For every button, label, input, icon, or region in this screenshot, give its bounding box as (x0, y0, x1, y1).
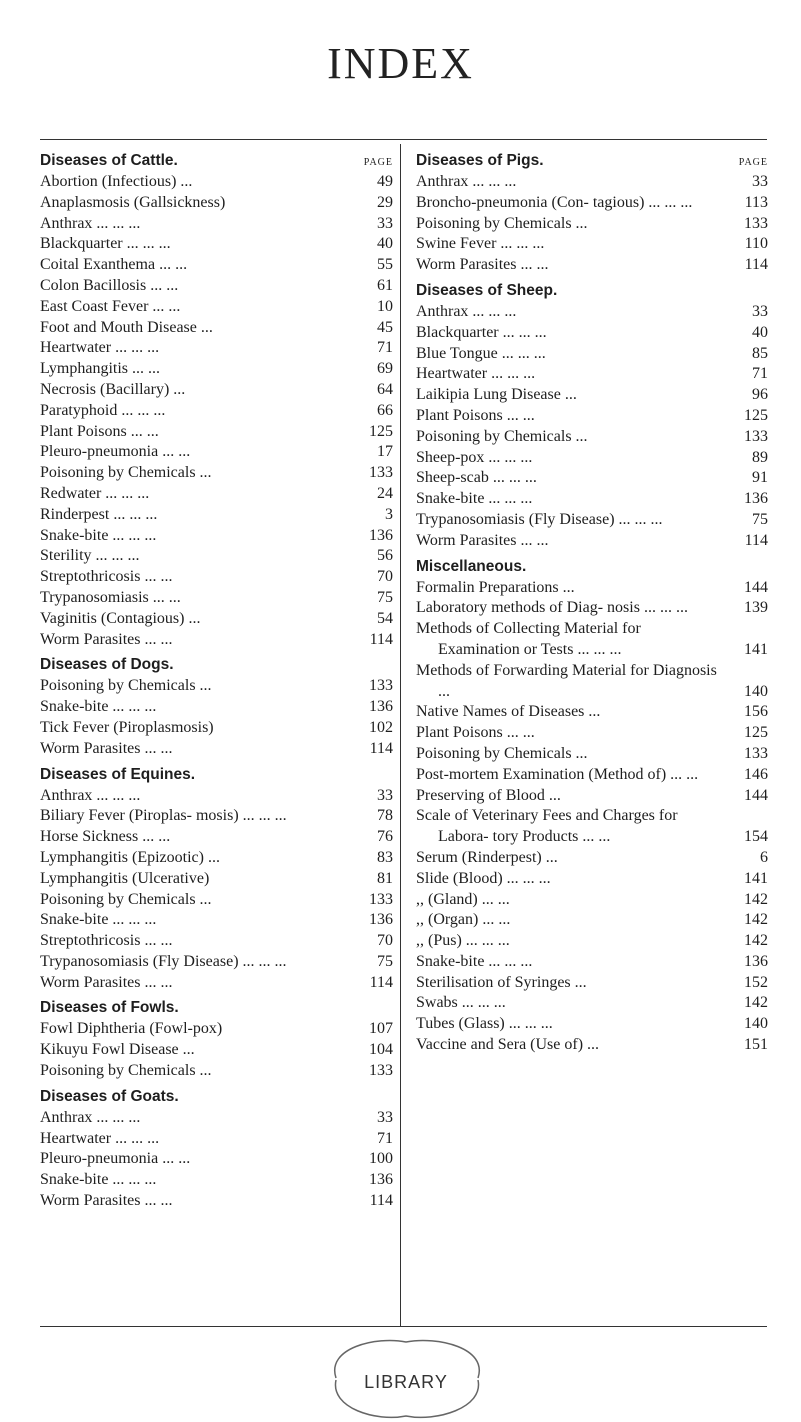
entry-page-number: 45 (377, 318, 393, 336)
index-entry (416, 661, 768, 703)
entry-title: Pleuro-pneumonia ... ... (40, 1150, 191, 1168)
entry-page-number: 56 (377, 547, 393, 565)
index-entry (40, 1191, 393, 1212)
entry-page-number: 141 (744, 869, 768, 887)
entry-title: Biliary Fever (Piroplas- mosis) ... ... ... (40, 807, 287, 825)
entry-page-number: 89 (752, 448, 768, 466)
entry-page-number: 54 (377, 609, 393, 627)
entry-page-number: 133 (369, 890, 393, 908)
index-entry (40, 234, 393, 255)
entry-title: Paratyphoid ... ... ... (40, 401, 166, 419)
entry-page-number: 140 (744, 682, 768, 700)
top-rule (40, 139, 767, 140)
entry-title: Heartwater ... ... ... (40, 339, 160, 357)
section-heading (416, 280, 768, 302)
entry-title: Necrosis (Bacillary) ... (40, 380, 186, 398)
entry-page-number: 136 (369, 698, 393, 716)
entry-title: Lymphangitis (Epizootic) ... (40, 848, 220, 866)
index-entry (416, 1035, 768, 1056)
index-entry (40, 318, 393, 339)
entry-page-number: 114 (369, 739, 393, 757)
entry-title: Sterilisation of Syringes ... (416, 973, 587, 991)
page-column-label: PAGE (363, 157, 393, 168)
entry-page-number: 125 (744, 724, 768, 742)
index-entry (416, 1014, 768, 1035)
entry-title: Worm Parasites ... ... (40, 739, 173, 757)
entry-page-number: 142 (744, 994, 768, 1012)
index-entry (40, 869, 393, 890)
section-heading-text: Diseases of Cattle. (40, 152, 178, 169)
bottom-rule (40, 1326, 767, 1327)
index-entry (40, 1019, 393, 1040)
section-heading-text: Diseases of Fowls. (40, 999, 179, 1017)
entry-title: Native Names of Diseases ... (416, 703, 601, 721)
entry-page-number: 151 (744, 1036, 768, 1054)
entry-title: East Coast Fever ... ... (40, 297, 181, 315)
entry-title: Redwater ... ... ... (40, 484, 150, 502)
index-entry (416, 193, 768, 214)
entry-page-number: 133 (744, 427, 768, 445)
entry-page-number: 71 (377, 1129, 393, 1147)
entry-page-number: 78 (377, 807, 393, 825)
index-entry (416, 598, 768, 619)
entry-title: Pleuro-pneumonia ... ... (40, 443, 191, 461)
entry-page-number: 152 (744, 973, 768, 991)
entry-page-number: 61 (377, 276, 393, 294)
entry-title: Anthrax ... ... ... (416, 173, 517, 190)
entry-page-number: 136 (744, 490, 768, 508)
entry-title: Snake-bite ... ... ... (40, 911, 157, 929)
index-entry (40, 255, 393, 276)
entry-title: Lymphangitis ... ... (40, 360, 160, 378)
entry-title: Fowl Diphtheria (Fowl-pox) (40, 1020, 223, 1038)
entry-page-number: 136 (369, 911, 393, 929)
index-entry (416, 448, 768, 469)
entry-page-number: 141 (744, 640, 768, 658)
section-heading-text: Diseases of Equines. (40, 765, 196, 783)
index-entry (40, 422, 393, 443)
entry-title: Vaginitis (Contagious) ... (40, 609, 201, 627)
entry-title: Broncho-pneumonia (Con- tagious) ... ... ... (416, 193, 693, 211)
entry-page-number: 107 (369, 1020, 393, 1038)
entry-title: Poisoning by Chemicals ... (40, 464, 212, 482)
index-entry (416, 578, 768, 599)
section-heading (40, 1086, 393, 1108)
entry-title: Lymphangitis (Ulcerative) (40, 869, 210, 887)
entry-title: Snake-bite ... ... ... (40, 1171, 157, 1189)
entry-page-number: 70 (377, 568, 393, 586)
entry-page-number: 33 (752, 302, 768, 320)
entry-title: Tick Fever (Piroplasmosis) (40, 718, 214, 736)
index-entry (416, 234, 768, 255)
entry-page-number: 144 (744, 578, 768, 596)
index-entry (416, 364, 768, 385)
index-entry (40, 931, 393, 952)
section-heading (40, 764, 393, 786)
entry-title: ,, (Gland) ... ... (416, 890, 510, 908)
entry-title: Poisoning by Chemicals ... (416, 214, 588, 232)
entry-page-number: 136 (744, 952, 768, 970)
entry-page-number: 133 (744, 214, 768, 232)
index-entry (40, 1108, 393, 1129)
entry-title: Abortion (Infectious) ... (40, 173, 193, 190)
entry-page-number: 96 (752, 386, 768, 404)
index-entry (416, 406, 768, 427)
index-entry (40, 786, 393, 807)
entry-page-number: 125 (744, 406, 768, 424)
index-entry (40, 546, 393, 567)
index-entry (416, 910, 768, 931)
index-entry (40, 697, 393, 718)
entry-title: Foot and Mouth Disease ... (40, 318, 213, 336)
index-entry (40, 630, 393, 651)
entry-title: Poisoning by Chemicals ... (416, 744, 588, 762)
index-entry (40, 567, 393, 588)
entry-page-number: 6 (760, 848, 768, 866)
entry-page-number: 142 (744, 932, 768, 950)
entry-page-number: 3 (385, 505, 393, 523)
section-heading-text: Diseases of Goats. (40, 1087, 179, 1105)
index-entry (40, 718, 393, 739)
entry-page-number: 114 (369, 630, 393, 648)
entry-page-number: 75 (377, 588, 393, 606)
section-heading-text: Diseases of Sheep. (416, 281, 558, 299)
index-entry (40, 1149, 393, 1170)
index-entry (416, 723, 768, 744)
index-entry (40, 193, 393, 214)
entry-title: Worm Parasites ... ... (40, 1192, 173, 1210)
section-heading-text: Miscellaneous. (416, 557, 527, 575)
entry-title: Serum (Rinderpest) ... (416, 848, 558, 866)
index-entry (40, 442, 393, 463)
entry-title: Trypanosomiasis ... ... (40, 588, 181, 606)
entry-title: Worm Parasites ... ... (40, 630, 173, 648)
index-column-left (40, 146, 393, 1212)
index-entry (40, 609, 393, 630)
entry-title: Coital Exanthema ... ... (40, 256, 188, 274)
entry-page-number: 33 (377, 214, 393, 232)
section-heading (40, 997, 393, 1019)
entry-page-number: 17 (377, 443, 393, 461)
entry-page-number: 114 (744, 531, 768, 549)
entry-page-number: 49 (377, 173, 393, 190)
index-entry (416, 619, 768, 661)
section-heading (416, 556, 768, 578)
entry-title: Snake-bite ... ... ... (40, 698, 157, 716)
index-entry (40, 827, 393, 848)
entry-page-number: 142 (744, 890, 768, 908)
entry-title: Snake-bite ... ... ... (40, 526, 157, 544)
entry-title: Post-mortem Examination (Method of) ... ... (416, 765, 699, 783)
index-entry (40, 1040, 393, 1061)
entry-title: Snake-bite ... ... ... (416, 952, 533, 970)
entry-title: Kikuyu Fowl Disease ... (40, 1041, 195, 1059)
index-entry (416, 973, 768, 994)
stamp-label: LIBRARY (364, 1372, 448, 1392)
entry-title: Swabs ... ... ... (416, 994, 506, 1012)
entry-page-number: 71 (377, 339, 393, 357)
entry-page-number: 40 (377, 235, 393, 253)
entry-title: Plant Poisons ... ... (416, 406, 535, 424)
entry-page-number: 139 (744, 599, 768, 617)
section-heading (40, 654, 393, 676)
entry-title: Methods of Collecting Material for Examination or Tests ... ... ... (416, 620, 641, 658)
entry-title: Anthrax ... ... ... (40, 786, 141, 804)
index-entry (40, 463, 393, 484)
entry-page-number: 40 (752, 323, 768, 341)
entry-page-number: 142 (744, 911, 768, 929)
index-entry (40, 401, 393, 422)
page-title: INDEX (327, 39, 474, 88)
entry-title: Slide (Blood) ... ... ... (416, 869, 551, 887)
entry-title: Worm Parasites ... ... (40, 973, 173, 991)
library-stamp-icon (316, 1338, 496, 1420)
entry-title: Blue Tongue ... ... ... (416, 344, 546, 362)
entry-page-number: 156 (744, 703, 768, 721)
entry-title: Anthrax ... ... ... (416, 302, 517, 320)
column-divider (400, 144, 401, 1327)
entry-title: Swine Fever ... ... ... (416, 235, 545, 253)
index-entry (416, 510, 768, 531)
index-entry (40, 676, 393, 697)
index-entry (416, 806, 768, 848)
index-entry (416, 255, 768, 276)
index-entry (40, 952, 393, 973)
entry-title: Blackquarter ... ... ... (416, 323, 547, 341)
entry-title: Anaplasmosis (Gallsickness) (40, 193, 226, 211)
entry-page-number: 85 (752, 344, 768, 362)
index-entry (40, 890, 393, 911)
entry-title: Sheep-pox ... ... ... (416, 448, 533, 466)
index-column-right (416, 146, 768, 1056)
section-heading-text: Diseases of Dogs. (40, 656, 174, 674)
entry-title: Preserving of Blood ... (416, 786, 561, 804)
entry-title: ,, (Organ) ... ... (416, 911, 511, 929)
entry-page-number: 33 (377, 1108, 393, 1126)
index-entry (416, 172, 768, 193)
index-entry (416, 993, 768, 1014)
entry-title: Vaccine and Sera (Use of) ... (416, 1036, 600, 1054)
page-column-label: PAGE (738, 157, 768, 168)
entry-title: Worm Parasites ... ... (416, 256, 549, 274)
entry-title: Anthrax ... ... ... (40, 214, 141, 232)
index-entry (40, 1170, 393, 1191)
entry-title: Snake-bite ... ... ... (416, 490, 533, 508)
index-entry (416, 489, 768, 510)
entry-page-number: 33 (377, 786, 393, 804)
entry-page-number: 140 (744, 1015, 768, 1033)
index-entry (40, 484, 393, 505)
entry-page-number: 154 (744, 828, 768, 846)
index-entry (416, 344, 768, 365)
entry-page-number: 24 (377, 484, 393, 502)
entry-title: Colon Bacillosis ... ... (40, 276, 179, 294)
entry-page-number: 29 (377, 193, 393, 211)
entry-title: ,, (Pus) ... ... ... (416, 932, 510, 950)
entry-title: Poisoning by Chemicals ... (40, 890, 212, 908)
index-entry (416, 214, 768, 235)
index-entry (40, 1061, 393, 1082)
entry-page-number: 114 (369, 973, 393, 991)
entry-page-number: 33 (752, 173, 768, 190)
entry-title: Horse Sickness ... ... (40, 828, 171, 846)
entry-page-number: 100 (369, 1150, 393, 1168)
index-entry (40, 172, 393, 193)
entry-page-number: 91 (752, 469, 768, 487)
entry-title: Heartwater ... ... ... (40, 1129, 160, 1147)
index-entry (40, 526, 393, 547)
entry-title: Methods of Forwarding Material for Diagnosis ... (416, 661, 717, 700)
entry-title: Anthrax ... ... ... (40, 1108, 141, 1126)
entry-title: Rinderpest ... ... ... (40, 505, 158, 523)
index-entry (416, 323, 768, 344)
index-entry (416, 302, 768, 323)
entry-title: Laikipia Lung Disease ... (416, 386, 577, 404)
entry-title: Tubes (Glass) ... ... ... (416, 1015, 553, 1033)
entry-page-number: 125 (369, 422, 393, 440)
entry-page-number: 136 (369, 526, 393, 544)
index-entry (40, 848, 393, 869)
section-heading-text: Diseases of Pigs. (416, 152, 544, 169)
entry-page-number: 104 (369, 1041, 393, 1059)
index-entry (40, 359, 393, 380)
entry-title: Blackquarter ... ... ... (40, 235, 171, 253)
entry-title: Formalin Preparations ... (416, 578, 575, 596)
entry-page-number: 113 (744, 193, 768, 211)
entry-page-number: 69 (377, 360, 393, 378)
entry-page-number: 81 (377, 869, 393, 887)
entry-page-number: 110 (744, 235, 768, 253)
index-entry (40, 910, 393, 931)
index-entry (40, 505, 393, 526)
index-entry (416, 744, 768, 765)
index-entry (40, 380, 393, 401)
entry-title: Heartwater ... ... ... (416, 365, 536, 383)
section-heading (416, 150, 768, 172)
entry-page-number: 102 (369, 718, 393, 736)
entry-page-number: 83 (377, 848, 393, 866)
entry-page-number: 71 (752, 365, 768, 383)
entry-title: Trypanosomiasis (Fly Disease) ... ... ... (416, 510, 663, 528)
entry-title: Trypanosomiasis (Fly Disease) ... ... ... (40, 952, 287, 970)
index-entry (416, 531, 768, 552)
entry-page-number: 144 (744, 786, 768, 804)
index-entry (416, 765, 768, 786)
entry-title: Plant Poisons ... ... (40, 422, 159, 440)
entry-page-number: 133 (369, 1062, 393, 1080)
index-entry (416, 702, 768, 723)
entry-page-number: 133 (744, 744, 768, 762)
index-entry (40, 806, 393, 827)
index-entry (40, 973, 393, 994)
entry-page-number: 55 (377, 256, 393, 274)
entry-title: Laboratory methods of Diag- nosis ... ... ... (416, 599, 688, 617)
entry-page-number: 136 (369, 1171, 393, 1189)
index-entry (416, 427, 768, 448)
entry-title: Plant Poisons ... ... (416, 724, 535, 742)
entry-title: Poisoning by Chemicals ... (416, 427, 588, 445)
index-entry (416, 468, 768, 489)
entry-page-number: 66 (377, 401, 393, 419)
index-entry (416, 385, 768, 406)
index-entry (416, 869, 768, 890)
index-entry (40, 1129, 393, 1150)
entry-page-number: 133 (369, 677, 393, 695)
entry-page-number: 114 (369, 1192, 393, 1210)
entry-title: Poisoning by Chemicals ... (40, 677, 212, 695)
index-entry (40, 214, 393, 235)
entry-title: Streptothricosis ... ... (40, 932, 173, 950)
section-heading (40, 150, 393, 172)
entry-page-number: 10 (377, 297, 393, 315)
entry-page-number: 146 (744, 765, 768, 783)
index-entry (40, 739, 393, 760)
entry-page-number: 75 (752, 510, 768, 528)
entry-page-number: 75 (377, 952, 393, 970)
entry-page-number: 76 (377, 828, 393, 846)
entry-page-number: 64 (377, 380, 393, 398)
index-entry (40, 276, 393, 297)
entry-title: Sterility ... ... ... (40, 547, 140, 565)
index-entry (40, 338, 393, 359)
index-entry (416, 890, 768, 911)
entry-title: Poisoning by Chemicals ... (40, 1062, 212, 1080)
entry-page-number: 70 (377, 932, 393, 950)
entry-page-number: 114 (744, 256, 768, 274)
entry-title: Sheep-scab ... ... ... (416, 469, 537, 487)
entry-title: Worm Parasites ... ... (416, 531, 549, 549)
index-entry (416, 931, 768, 952)
index-entry (40, 297, 393, 318)
entry-page-number: 133 (369, 464, 393, 482)
entry-title: Scale of Veterinary Fees and Charges for Labora- tory Products ... ... (416, 807, 678, 846)
index-entry (416, 848, 768, 869)
index-entry (416, 786, 768, 807)
index-entry (416, 952, 768, 973)
entry-title: Streptothricosis ... ... (40, 568, 173, 586)
index-entry (40, 588, 393, 609)
